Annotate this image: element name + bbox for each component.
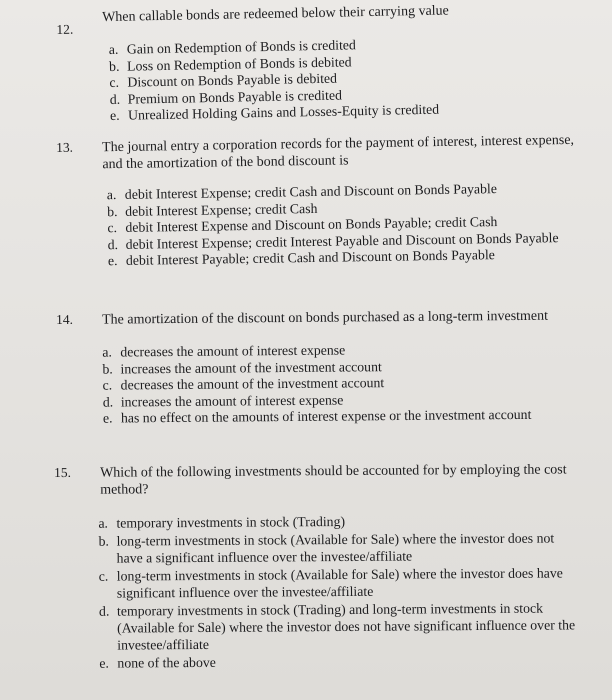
option-text: none of the above [117, 654, 216, 671]
option-letter: c. [109, 74, 120, 90]
question-number: 13. [56, 139, 74, 155]
option-text: long-term investments in stock (Available for Sale) where the investor does have significant influence over the investee/affiliate [116, 565, 563, 601]
question-text: The amortization of the discount on bonds purchased as a long-term investment [102, 308, 549, 328]
option-text: temporary investments in stock (Trading) and long-term investments in stock (Available for Sale) where the investor does not have significant influence over the investee/affiliate [116, 600, 576, 653]
option-text: debit Interest Payable; credit Cash and Discount on Bonds Payable [125, 247, 495, 268]
question-text: When callable bonds are redeemed below their carrying value [102, 3, 449, 26]
option-text: increases the amount of the investment account [120, 358, 382, 376]
option-text: Premium on Bonds Payable is credited [127, 87, 343, 107]
option-letter: e. [99, 655, 110, 671]
option-text: long-term investments in stock (Available for Sale) where the investor does not have a significant influence over the investee/affiliate [116, 530, 555, 566]
option-text: debit Interest Expense; credit Interest Payable and Discount on Bonds Payable [125, 229, 559, 252]
option-text: Gain on Redemption of Bonds is credited [126, 37, 357, 57]
answer-option-d [99, 599, 575, 653]
option-text: debit Interest Expense; credit Cash [125, 200, 318, 219]
option-text: debit Interest Expense and Discount on Bonds Payable; credit Cash [125, 214, 498, 235]
option-letter: b. [102, 361, 113, 377]
option-letter: c. [107, 220, 118, 236]
question-text: Which of the following investments should be accounted for by employing the cost method? [100, 462, 567, 498]
option-letter: d. [98, 603, 110, 619]
option-letter: d. [109, 91, 121, 107]
option-text: increases the amount of interest expense [120, 391, 344, 409]
option-letter: d. [102, 394, 114, 410]
option-letter: c. [98, 568, 109, 584]
option-text: has no effect on the amounts of interest expense or the investment account [120, 406, 532, 426]
option-text: decreases the amount of the investment account [120, 375, 385, 393]
option-letter: d. [107, 236, 119, 252]
option-letter: b. [98, 533, 109, 549]
option-text: Loss on Redemption of Bonds is debited [126, 53, 352, 74]
option-letter: a. [98, 515, 109, 531]
answer-option-c [99, 564, 575, 601]
option-text: temporary investments in stock (Trading) [116, 513, 346, 531]
option-letter: e. [109, 107, 120, 123]
answer-option-b [98, 529, 574, 566]
option-letter: a. [102, 344, 112, 360]
question-14 [56, 307, 577, 427]
option-letter: b. [108, 58, 120, 74]
option-letter: a. [106, 187, 117, 203]
question-number: 14. [56, 311, 74, 327]
answer-options [102, 340, 577, 427]
option-letter: b. [107, 203, 118, 219]
option-text: Discount on Bonds Payable is debited [127, 70, 338, 90]
question-13 [56, 132, 578, 271]
option-letter: e. [102, 410, 113, 426]
question-15 [54, 461, 575, 673]
answer-option-e [99, 651, 575, 671]
answer-options [107, 180, 578, 270]
option-text: Unrealized Holding Gains and Losses-Equity is credited [127, 101, 440, 123]
option-text: debit Interest Expense; credit Cash and Discount on Bonds Payable [124, 181, 497, 202]
answer-options [109, 33, 578, 124]
option-text: decreases the amount of interest expense [120, 342, 346, 360]
question-text: The journal entry a corporation records for the payment of interest, interest expense, and the amortization of the bond discount is [102, 132, 575, 173]
question-number: 15. [54, 464, 71, 480]
option-letter: a. [108, 41, 119, 57]
answer-option-a [98, 511, 574, 531]
question-12 [56, 0, 578, 125]
question-number: 12. [56, 21, 74, 37]
option-letter: c. [102, 377, 113, 393]
option-letter: e. [107, 253, 118, 269]
answer-options [98, 511, 575, 671]
answer-option-e [103, 406, 577, 427]
